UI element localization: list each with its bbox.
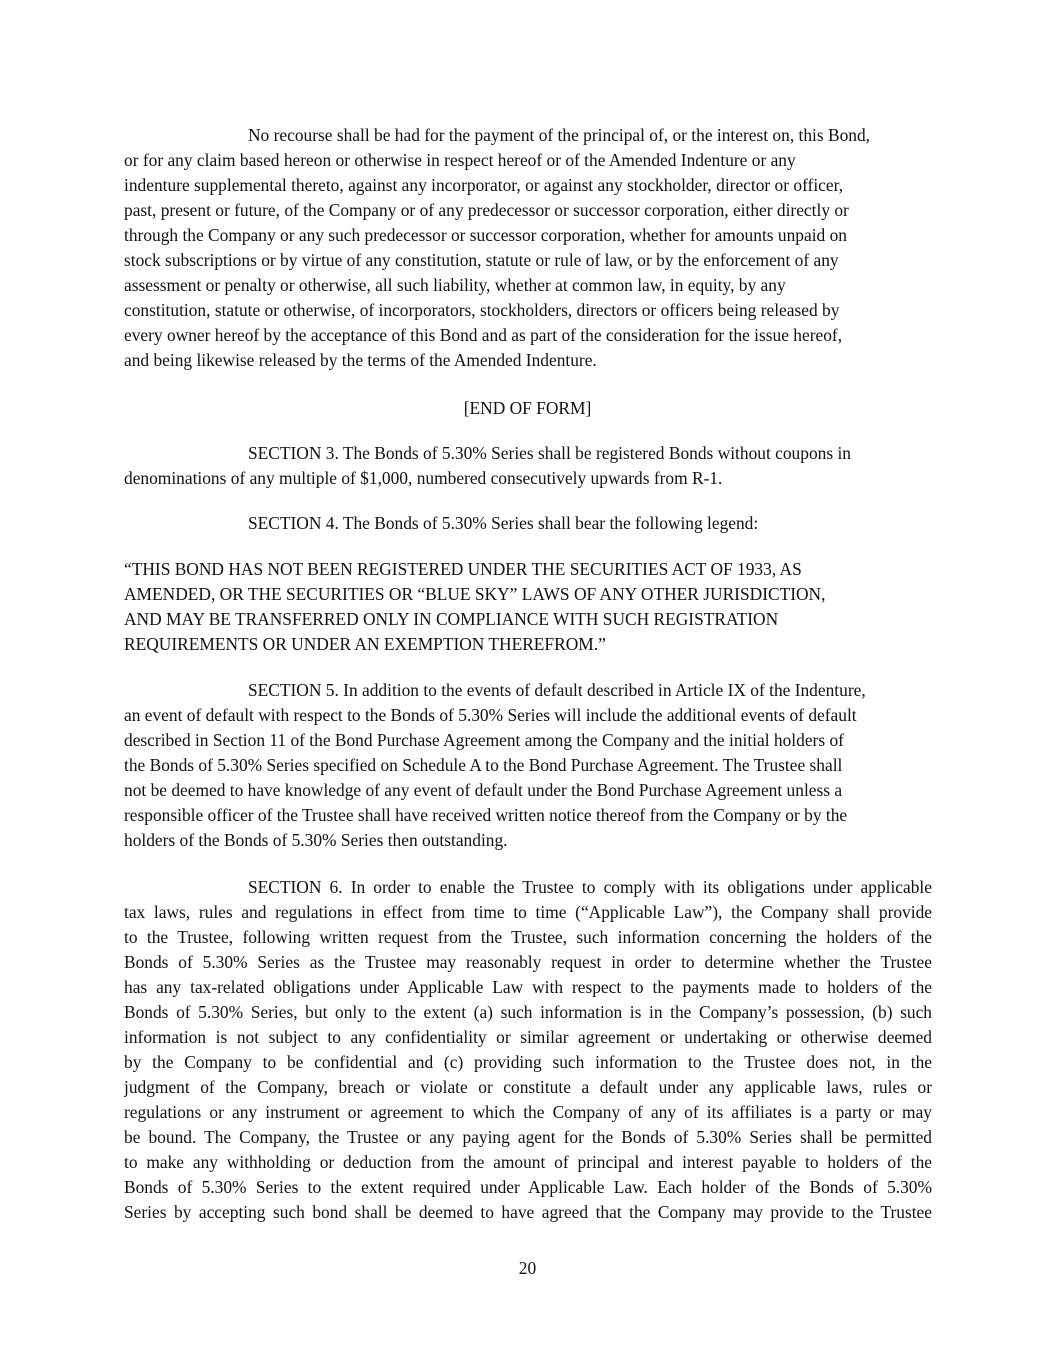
text-line: and being likewise released by the terms of the Amended Indenture. — [124, 350, 597, 370]
text-line: SECTION 6. In order to enable the Trustee to comply with its obligations under applicable — [248, 877, 932, 897]
text-line: judgment of the Company, breach or violate or constitute a default under any applicable laws, rules or — [124, 1077, 932, 1097]
text-line: tax laws, rules and regulations in effect from time to time (“Applicable Law”), the Company shall provide — [124, 902, 932, 922]
text-line: or for any claim based hereon or otherwise in respect hereof or of the Amended Indenture or any — [124, 150, 796, 170]
text-line: responsible officer of the Trustee shall have received written notice thereof from the Company or by the — [124, 805, 848, 825]
page-number: 20 — [518, 1258, 537, 1278]
paragraph-section-6 — [124, 875, 932, 1225]
text-line: past, present or future, of the Company or of any predecessor or successor corporation, either directly or — [124, 200, 849, 220]
text-line: be bound. The Company, the Trustee or any paying agent for the Bonds of 5.30% Series shall be permitted — [124, 1127, 932, 1147]
text-line: an event of default with respect to the Bonds of 5.30% Series will include the additional events of default — [124, 705, 857, 725]
paragraph-section-4 — [124, 511, 932, 536]
end-of-form-label: [END OF FORM] — [463, 398, 592, 418]
text-line: regulations or any instrument or agreement to which the Company of any of its affiliates is a party or may — [124, 1102, 932, 1122]
text-line: every owner hereof by the acceptance of this Bond and as part of the consideration for the issue hereof, — [124, 325, 843, 345]
text-line: AMENDED, OR THE SECURITIES OR “BLUE SKY” LAWS OF ANY OTHER JURISDICTION, — [124, 584, 826, 604]
text-line: denominations of any multiple of $1,000, numbered consecutively upwards from R-1. — [124, 468, 723, 488]
paragraph-no-recourse — [124, 123, 932, 373]
text-line: Bonds of 5.30% Series to the extent required under Applicable Law. Each holder of the Bonds of 5.30% — [124, 1177, 932, 1197]
text-line: assessment or penalty or otherwise, all such liability, whether at common law, in equity, by any — [124, 275, 786, 295]
text-line: by the Company to be confidential and (c) providing such information to the Trustee does not, in the — [124, 1052, 932, 1072]
text-line: Bonds of 5.30% Series, but only to the extent (a) such information is in the Company’s possession, (b) such — [124, 1002, 932, 1022]
text-line: AND MAY BE TRANSFERRED ONLY IN COMPLIANCE WITH SUCH REGISTRATION — [124, 609, 779, 629]
text-line: to the Trustee, following written request from the Trustee, such information concerning the holders of the — [124, 927, 932, 947]
paragraph-section-5 — [124, 678, 932, 853]
text-line: Series by accepting such bond shall be deemed to have agreed that the Company may provide to the Trustee — [124, 1202, 932, 1222]
text-line: information is not subject to any confidentiality or similar agreement or undertaking or otherwise deemed — [124, 1027, 932, 1047]
text-line: to make any withholding or deduction from the amount of principal and interest payable to holders of the — [124, 1152, 932, 1172]
text-line: Bonds of 5.30% Series as the Trustee may reasonably request in order to determine whether the Trustee — [124, 952, 932, 972]
text-line: the Bonds of 5.30% Series specified on Schedule A to the Bond Purchase Agreement. The Trustee shall — [124, 755, 843, 775]
text-line: has any tax-related obligations under Applicable Law with respect to the payments made to holders of the — [124, 977, 932, 997]
text-line: stock subscriptions or by virtue of any constitution, statute or rule of law, or by the enforcement of any — [124, 250, 839, 270]
text-line: REQUIREMENTS OR UNDER AN EXEMPTION THEREFROM.” — [124, 634, 606, 654]
text-line: SECTION 5. In addition to the events of default described in Article IX of the Indenture, — [248, 680, 866, 700]
text-line: constitution, statute or otherwise, of incorporators, stockholders, directors or officers being released by — [124, 300, 840, 320]
text-line: described in Section 11 of the Bond Purchase Agreement among the Company and the initial holders of — [124, 730, 844, 750]
text-line: SECTION 3. The Bonds of 5.30% Series shall be registered Bonds without coupons in — [248, 443, 851, 463]
text-line: holders of the Bonds of 5.30% Series then outstanding. — [124, 830, 508, 850]
paragraph-legend — [124, 557, 932, 657]
paragraph-section-3 — [124, 441, 932, 491]
text-line: No recourse shall be had for the payment of the principal of, or the interest on, this Bond, — [248, 125, 871, 145]
text-line: indenture supplemental thereto, against any incorporator, or against any stockholder, director or officer, — [124, 175, 844, 195]
text-line: through the Company or any such predecessor or successor corporation, whether for amounts unpaid on — [124, 225, 847, 245]
text-line: “THIS BOND HAS NOT BEEN REGISTERED UNDER THE SECURITIES ACT OF 1933, AS — [124, 559, 802, 579]
text-line: SECTION 4. The Bonds of 5.30% Series shall bear the following legend: — [248, 513, 759, 533]
text-line: not be deemed to have knowledge of any event of default under the Bond Purchase Agreement unless a — [124, 780, 843, 800]
